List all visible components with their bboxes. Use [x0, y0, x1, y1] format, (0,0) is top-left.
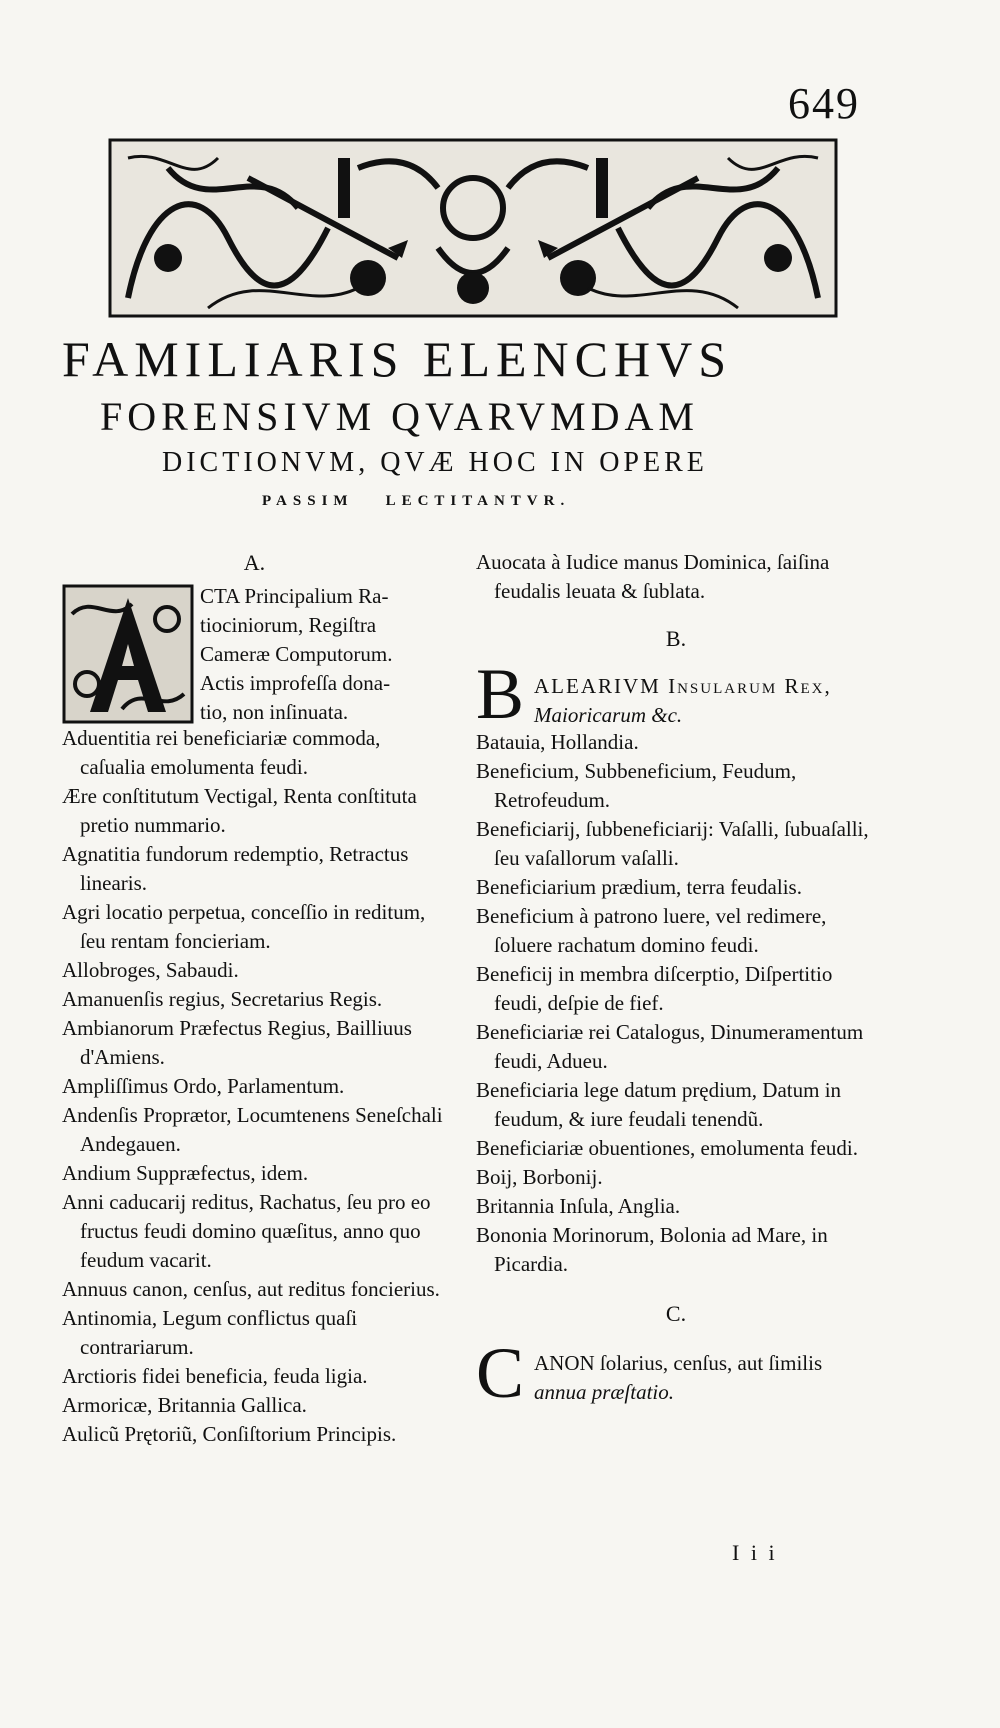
- initial-entry: [200, 582, 450, 727]
- drop-cap-b-line-2: Maioricarum &c.: [534, 703, 683, 727]
- list-item: Arctioris fidei beneficia, feuda ligia.: [62, 1364, 368, 1388]
- list-item: Auocata à Iudice manus Dominica, ſaiſina feudalis leuata & ſublata.: [476, 550, 830, 603]
- list-item: Agnatitia fundorum redemptio, Retractus linearis.: [62, 842, 409, 895]
- section-heading-b: B.: [665, 626, 687, 651]
- list-item: Anni caducarij reditus, Rachatus, ſeu pro eo fructus feudi domino quæſitus, anno quo feudum vacarit.: [62, 1190, 431, 1272]
- drop-cap-entry-b: [476, 654, 876, 734]
- list-item: Beneficiarium prædium, terra feudalis.: [476, 875, 802, 899]
- drop-cap-b: B: [476, 654, 525, 734]
- list-item: Aduentitia rei beneficiariæ commoda, caſualia emolumenta feudi.: [62, 726, 381, 779]
- list-item: Aulicũ Prętoriũ, Conſiſtorium Principis.: [62, 1422, 397, 1446]
- right-column: [476, 548, 876, 1413]
- initial-line: Actis improfeſſa dona-: [200, 671, 391, 695]
- list-item: Andenſis Proprætor, Locumtenens Seneſchali Andegauen.: [62, 1103, 443, 1156]
- list-item: Ampliſſimus Ordo, Parlamentum.: [62, 1074, 345, 1098]
- list-item: Beneficiaria lege datum prędium, Datum in feudum, & iure feudali tenendũ.: [476, 1078, 842, 1131]
- list-item: Batauia, Hollandia.: [476, 730, 639, 754]
- decorated-initial-a-icon: [62, 584, 194, 724]
- ornamental-headpiece-icon: [108, 138, 838, 318]
- drop-cap-b-text: [534, 672, 874, 730]
- list-item: Ambianorum Præfectus Regius, Bailliuus d'Amiens.: [62, 1016, 412, 1069]
- list-item: Annuus canon, cenſus, aut reditus foncierius.: [62, 1277, 440, 1301]
- page-number: 649: [788, 79, 860, 128]
- list-item: Armoricæ, Britannia Gallica.: [62, 1393, 307, 1417]
- list-item: Antinomia, Legum conflictus quaſi contrariarum.: [62, 1306, 358, 1359]
- list-item: Beneficiariæ obuentiones, emolumenta feudi.: [476, 1136, 858, 1160]
- initial-line: tiociniorum, Regiſtra: [200, 613, 377, 637]
- list-item: Boij, Borbonij.: [476, 1165, 603, 1189]
- list-item: Ære conſtitutum Vectigal, Renta conſtituta pretio nummario.: [62, 784, 417, 837]
- list-item: Bononia Morinorum, Bolonia ad Mare, in Picardia.: [476, 1223, 828, 1276]
- list-item: Andium Suppræfectus, idem.: [62, 1161, 309, 1185]
- title-line-2: FORENSIVM QVARVMDAM: [100, 394, 699, 439]
- initial-block: [62, 578, 447, 724]
- list-item: Beneficiarij, ſubbeneficiarij: Vaſalli, ſubuaſalli, ſeu vaſallorum vaſalli.: [476, 817, 869, 870]
- drop-cap-entry-c: [476, 1333, 876, 1413]
- list-item: Amanuenſis regius, Secretarius Regis.: [62, 987, 383, 1011]
- list-item: Beneficium à patrono luere, vel redimere, ſoluere rachatum domino feudi.: [476, 904, 827, 957]
- list-item: Beneficiariæ rei Catalogus, Dinumeramentum feudi, Adueu.: [476, 1020, 864, 1073]
- initial-line: tio, non inſinuata.: [200, 700, 349, 724]
- list-item: Allobroges, Sabaudi.: [62, 958, 239, 982]
- section-heading-c: C.: [665, 1301, 687, 1326]
- title-line-4: [262, 493, 570, 510]
- drop-cap-c-line-2: annua præſtatio.: [534, 1380, 675, 1404]
- list-item: Beneficium, Subbeneficium, Feudum, Retrofeudum.: [476, 759, 797, 812]
- title-line-1: FAMILIARIS ELENCHVS: [62, 331, 733, 387]
- signature-mark: I i i: [732, 1540, 778, 1565]
- title-line-3: DICTIONVM, QVÆ HOC IN OPERE: [162, 447, 708, 478]
- drop-cap-c-line-1: ANON ſolarius, cenſus, aut ſimilis: [534, 1351, 823, 1375]
- list-item: Britannia Inſula, Anglia.: [476, 1194, 681, 1218]
- title-line-4-a: PASSIM: [262, 493, 354, 509]
- title-line-4-b: LECTITANTVR.: [385, 493, 571, 509]
- initial-line: CTA Principalium Ra-: [200, 584, 389, 608]
- drop-cap-c-text: [534, 1349, 874, 1407]
- section-heading-a: A.: [243, 550, 266, 575]
- drop-cap-b-line-1: ALEARIVM Inſularum Rex,: [534, 674, 832, 698]
- left-column: [62, 548, 447, 1449]
- list-item: Agri locatio perpetua, conceſſio in reditum, ſeu rentam foncieriam.: [62, 900, 426, 953]
- initial-line: Cameræ Computorum.: [200, 642, 393, 666]
- drop-cap-c: C: [476, 1333, 525, 1413]
- list-item: Beneficij in membra diſcerptio, Diſpertitio feudi, deſpie de fief.: [476, 962, 833, 1015]
